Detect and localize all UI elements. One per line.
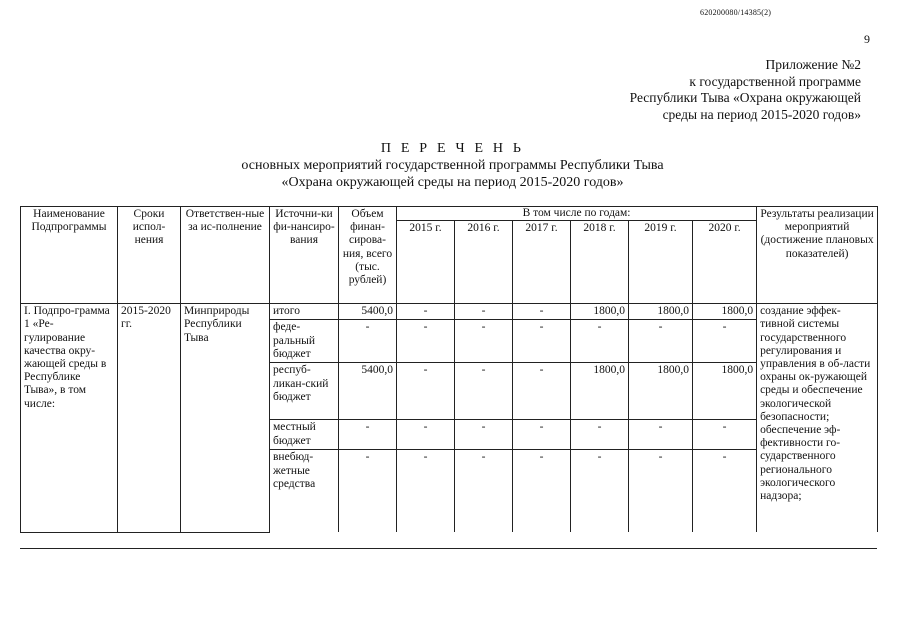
row-2020: - [693, 450, 757, 533]
row-2017: - [513, 320, 571, 363]
row-2015: - [397, 304, 455, 320]
page-number: 9 [864, 32, 870, 46]
row-2016: - [455, 420, 513, 450]
header-year-2019: 2019 г. [629, 221, 693, 304]
table-bottom-rule [20, 548, 877, 549]
row-2017: - [513, 304, 571, 320]
row-2016: - [455, 450, 513, 533]
document-title [0, 140, 905, 191]
header-by-years: В том числе по годам: [397, 207, 757, 221]
title-line-3: «Охрана окружающей среды на период 2015-2020 годов» [281, 175, 624, 190]
header-year-2018: 2018 г. [571, 221, 629, 304]
row-2017: - [513, 363, 571, 420]
row-2018: - [571, 420, 629, 450]
row-2018: - [571, 450, 629, 533]
row-2015: - [397, 363, 455, 420]
appendix-line-3: Республики Тыва «Охрана окружающей [629, 90, 861, 105]
row-2019: - [629, 320, 693, 363]
row-2018: 1800,0 [571, 363, 629, 420]
row-2015: - [397, 450, 455, 533]
row-total: 5400,0 [339, 304, 397, 320]
header-name: Наименование Подпрограммы [21, 207, 118, 304]
row-source: респуб-ликан-ский бюджет [270, 363, 339, 420]
document-id: 620200080/14385(2) [700, 8, 772, 17]
appendix-line-2: к государственной программе [689, 73, 861, 89]
row-2018: 1800,0 [571, 304, 629, 320]
appendix-line-4: среды на период 2015-2020 годов» [662, 106, 861, 122]
row-source: внебюд-жетные средства [270, 450, 339, 533]
row-2020: - [693, 320, 757, 363]
header-year-2015: 2015 г. [397, 221, 455, 304]
title-line-2: основных мероприятий государственной программы Республики Тыва [241, 158, 664, 173]
row-2020: 1800,0 [693, 304, 757, 320]
header-volume: Объем финан-сирова-ния, всего (тыс. рублей) [339, 207, 397, 304]
header-sources: Источни-ки фи-нансиро-вания [270, 207, 339, 304]
row-source: местный бюджет [270, 420, 339, 450]
appendix-line-1: Приложение №2 [765, 57, 861, 72]
row-2017: - [513, 420, 571, 450]
program-terms: 2015-2020 гг. [118, 304, 181, 533]
row-source: феде-ральный бюджет [270, 320, 339, 363]
measures-table [20, 206, 878, 533]
row-2018: - [571, 320, 629, 363]
row-2019: - [629, 450, 693, 533]
row-total: - [339, 420, 397, 450]
program-results: создание эффек-тивной системы государственного регулирования и управления в об-ласти охраны ок-ружающей среды и обеспечение экологической безопасности; обеспечение эф-фективности го-сударственного регионального экологического надзора; [757, 304, 878, 533]
program-name: I. Подпро-грамма 1 «Ре-гулирование качества окру-жающей среды в Республике Тыва», в том числе: [21, 304, 118, 533]
row-2019: 1800,0 [629, 304, 693, 320]
row-source: итого [270, 304, 339, 320]
header-year-2017: 2017 г. [513, 221, 571, 304]
table-row [21, 304, 878, 320]
title-line-1: П Е Р Е Ч Е Н Ь [380, 141, 525, 156]
header-responsible: Ответствен-ные за ис-полнение [181, 207, 270, 304]
header-results: Результаты реализации мероприятий (достижение плановых показателей) [757, 207, 878, 304]
header-terms: Сроки испол-нения [118, 207, 181, 304]
row-total: 5400,0 [339, 363, 397, 420]
header-year-2016: 2016 г. [455, 221, 513, 304]
row-2019: - [629, 420, 693, 450]
row-2017: - [513, 450, 571, 533]
row-2016: - [455, 320, 513, 363]
program-responsible: Минприроды Республики Тыва [181, 304, 270, 533]
row-2020: 1800,0 [693, 363, 757, 420]
row-total: - [339, 320, 397, 363]
row-2016: - [455, 304, 513, 320]
row-2019: 1800,0 [629, 363, 693, 420]
row-2020: - [693, 420, 757, 450]
row-2015: - [397, 320, 455, 363]
header-row-1 [21, 207, 878, 221]
appendix-header [501, 57, 861, 123]
header-year-2020: 2020 г. [693, 221, 757, 304]
row-total: - [339, 450, 397, 533]
row-2016: - [455, 363, 513, 420]
row-2015: - [397, 420, 455, 450]
